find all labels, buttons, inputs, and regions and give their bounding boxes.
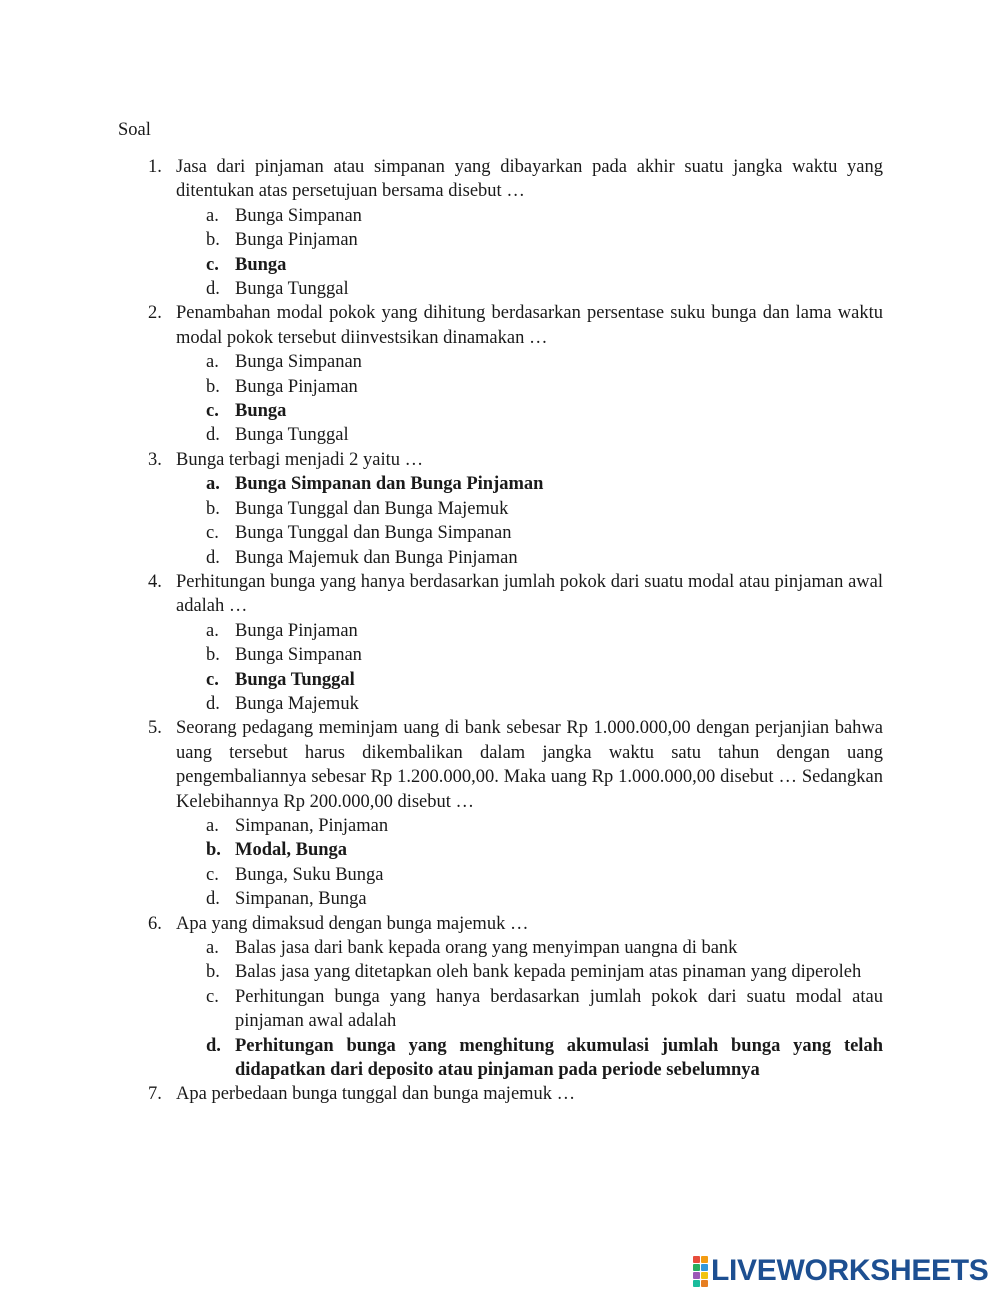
answer-option [206,228,883,252]
question-text: Penambahan modal pokok yang dihitung berdasarkan persentase suku bunga dan lama waktu modal pokok tersebut diinvestsikan dinamakan … [176,303,883,348]
answer-option [206,521,883,545]
option-letter: d. [206,279,220,300]
logo-grid-icon [693,1256,708,1286]
option-letter: c. [206,986,219,1007]
question-text: Apa perbedaan bunga tunggal dan bunga majemuk … [176,1084,576,1105]
question-text: Bunga terbagi menjadi 2 yaitu … [176,449,424,470]
answer-option [206,619,883,643]
question-text: Jasa dari pinjaman atau simpanan yang dibayarkan pada akhir suatu jangka waktu yang ditentukan atas persetujuan bersama disebut … [176,157,883,202]
option-letter: a. [206,620,219,641]
option-text: Bunga Pinjaman [235,376,358,397]
question-item [148,716,883,911]
question-item [148,448,883,570]
option-letter: c. [206,401,219,422]
answer-option [206,350,883,374]
question-item [148,912,883,1083]
option-text: Bunga Simpanan [235,205,362,226]
answer-option [206,887,883,911]
option-text: Bunga [235,401,287,422]
answer-option [206,863,883,887]
question-number: 2. [148,303,162,324]
answer-option-correct [206,472,883,496]
answer-option-correct [206,253,883,277]
option-text: Bunga Tunggal [235,669,355,690]
answer-options [176,472,883,570]
answer-option [206,375,883,399]
answer-option-correct [206,399,883,423]
option-letter: b. [206,645,220,666]
answer-option [206,546,883,570]
option-text: Balas jasa yang ditetapkan oleh bank kepada peminjam atas pinaman yang diperoleh [235,962,862,983]
option-letter: b. [206,498,220,519]
answer-option [206,960,883,984]
answer-option [206,692,883,716]
option-letter: c. [206,669,219,690]
answer-option [206,643,883,667]
option-text: Bunga [235,254,287,275]
option-text: Bunga Majemuk dan Bunga Pinjaman [235,547,518,568]
option-text: Bunga Simpanan [235,352,362,373]
option-text: Bunga Pinjaman [235,230,358,251]
question-item [148,1082,883,1106]
answer-option [206,204,883,228]
question-item [148,570,883,716]
question-list [148,155,883,1107]
logo-square [701,1272,708,1279]
option-letter: a. [206,938,219,958]
answer-options [176,814,883,912]
logo-text: LIVEWORKSHEETS [711,1254,989,1287]
option-letter: d. [206,889,220,910]
option-letter: d. [206,1035,221,1056]
option-text: Simpanan, Pinjaman [235,815,389,836]
option-letter: d. [206,547,220,568]
answer-option [206,277,883,301]
logo-square [701,1256,708,1263]
option-letter: c. [206,523,219,544]
option-text: Bunga Tunggal [235,425,349,446]
question-number: 4. [148,571,162,592]
answer-option-correct [206,1034,883,1083]
option-text: Bunga Tunggal [235,279,349,300]
answer-options [176,619,883,717]
question-number: 5. [148,718,162,739]
question-item [148,155,883,301]
answer-option [206,423,883,447]
question-item [148,301,883,447]
question-text: Seorang pedagang meminjam uang di bank sebesar Rp 1.000.000,00 dengan perjanjian bahwa uang tersebut harus dikembalikan dalam jangka waktu satu tahun dengan uang pengembaliannya sebesar Rp 1.200.000,00. Maka uang Rp 1.000.000,00 disebut … Sedangkan Kelebihannya Rp 200.000,00 disebut … [176,718,883,812]
page-heading: Soal [118,120,151,140]
logo-square [701,1264,708,1271]
option-text: Bunga Pinjaman [235,620,358,641]
question-number: 6. [148,913,162,934]
option-text: Bunga Simpanan dan Bunga Pinjaman [235,474,544,495]
answer-options [176,204,883,302]
answer-option [206,497,883,521]
option-letter: b. [206,840,221,861]
answer-option [206,814,883,838]
option-letter: c. [206,864,219,885]
answer-option-correct [206,668,883,692]
option-letter: a. [206,205,219,226]
option-text: Perhitungan bunga yang hanya berdasarkan jumlah pokok dari suatu modal atau pinjaman awal adalah [235,986,883,1032]
question-number: 7. [148,1084,162,1105]
logo-square [693,1256,700,1263]
option-text: Perhitungan bunga yang menghitung akumulasi jumlah bunga yang telah didapatkan dari deposito atau pinjaman pada periode sebelumnya [235,1035,883,1081]
option-text: Bunga, Suku Bunga [235,864,384,885]
logo-square [701,1280,708,1287]
option-text: Bunga Simpanan [235,645,362,666]
option-letter: b. [206,230,220,251]
answer-option-correct [206,838,883,862]
question-number: 1. [148,157,162,177]
option-text: Bunga Tunggal dan Bunga Majemuk [235,498,509,519]
liveworksheets-logo [693,1254,989,1288]
option-letter: c. [206,254,219,275]
option-letter: a. [206,474,220,495]
option-text: Balas jasa dari bank kepada orang yang menyimpan uangna di bank [235,938,738,958]
logo-square [693,1264,700,1271]
option-text: Bunga Majemuk [235,693,359,714]
question-text: Perhitungan bunga yang hanya berdasarkan jumlah pokok dari suatu modal atau pinjaman awal adalah … [176,571,883,617]
option-letter: a. [206,352,219,373]
option-letter: b. [206,962,220,983]
option-text: Modal, Bunga [235,840,348,861]
option-letter: b. [206,376,220,397]
option-letter: d. [206,425,220,446]
answer-option [206,936,883,960]
question-text: Apa yang dimaksud dengan bunga majemuk … [176,913,529,934]
answer-option [206,985,883,1034]
option-text: Bunga Tunggal dan Bunga Simpanan [235,523,512,544]
answer-options [176,936,883,1082]
question-number: 3. [148,449,162,470]
option-letter: a. [206,815,219,836]
answer-options [176,350,883,448]
logo-square [693,1272,700,1279]
option-text: Simpanan, Bunga [235,889,367,910]
logo-square [693,1280,700,1287]
option-letter: d. [206,693,220,714]
